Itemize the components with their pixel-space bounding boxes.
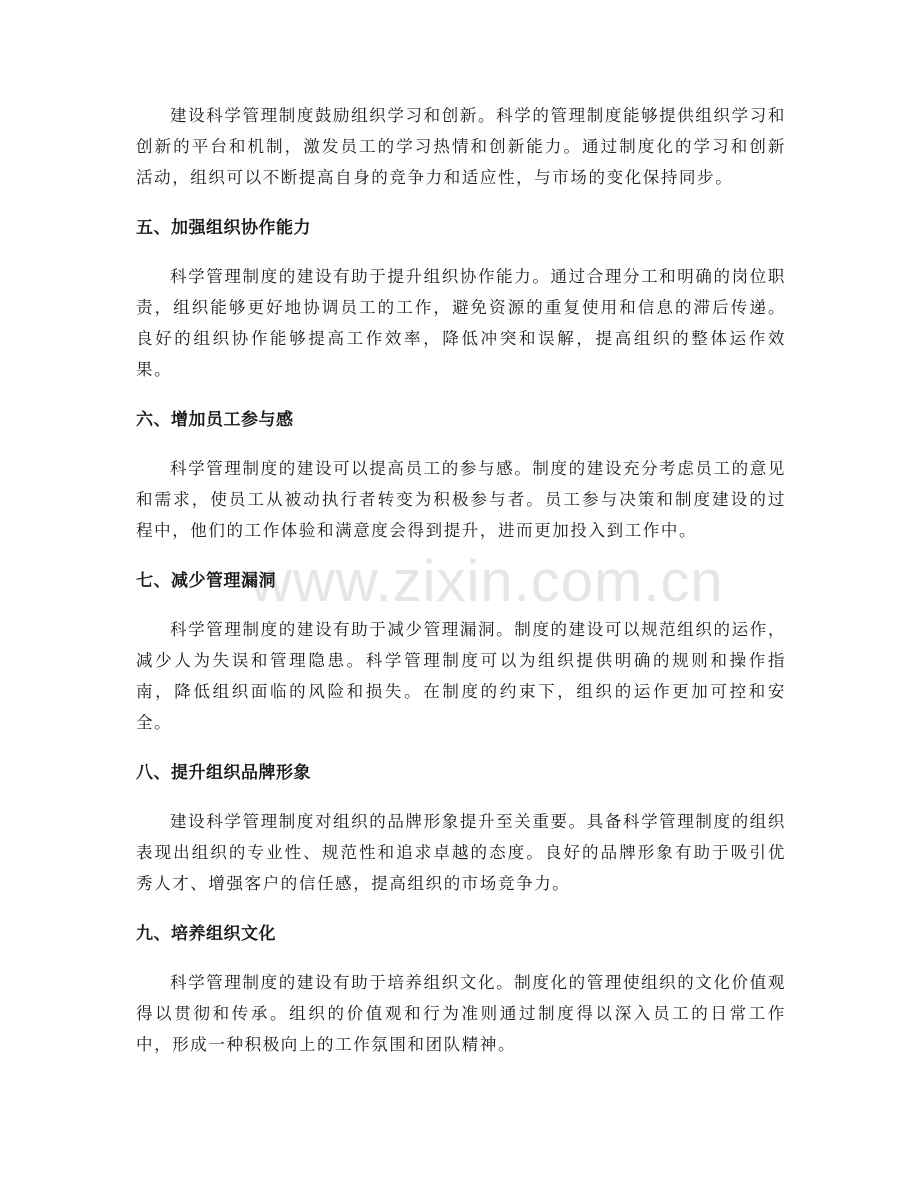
section-body-8: 建设科学管理制度对组织的品牌形象提升至关重要。具备科学管理制度的组织表现出组织的专业性、规范性和追求卓越的态度。良好的品牌形象有助于吸引优秀人才、增强客户的信任感，提高组织的市场竞争力。	[136, 812, 786, 893]
section-heading-8: 八、提升组织品牌形象	[136, 763, 311, 783]
section-body-6: 科学管理制度的建设可以提高员工的参与感。制度的建设充分考虑员工的意见和需求，使员工从被动执行者转变为积极参与者。员工参与决策和制度建设的过程中，他们的工作体验和满意度会得到提升，进而更加投入到工作中。	[136, 459, 786, 540]
section-body-7: 科学管理制度的建设有助于减少管理漏洞。制度的建设可以规范组织的运作，减少人为失误和管理隐患。科学管理制度可以为组织提供明确的规则和操作指南，降低组织面临的风险和损失。在制度的约束下，组织的运作更加可控和安全。	[136, 620, 786, 732]
watermark-text: www.zixin.com.cn	[250, 549, 724, 614]
section-heading-5: 五、加强组织协作能力	[136, 218, 311, 238]
section-body-5: 科学管理制度的建设有助于提升组织协作能力。通过合理分工和明确的岗位职责，组织能够更好地协调员工的工作，避免资源的重复使用和信息的滞后传递。良好的组织协作能够提高工作效率，降低冲突和误解，提高组织的整体运作效果。	[136, 267, 786, 379]
section-heading-9: 九、培养组织文化	[136, 924, 276, 944]
section-body-9: 科学管理制度的建设有助于培养组织文化。制度化的管理使组织的文化价值观得以贯彻和传承。组织的价值观和行为准则通过制度得以深入员工的日常工作中，形成一种积极向上的工作氛围和团队精神。	[136, 973, 786, 1054]
document-body	[136, 100, 786, 1060]
section-heading-6: 六、增加员工参与感	[136, 410, 294, 430]
section-heading-7: 七、减少管理漏洞	[136, 571, 276, 591]
intro-paragraph: 建设科学管理制度鼓励组织学习和创新。科学的管理制度能够提供组织学习和创新的平台和机制，激发员工的学习热情和创新能力。通过制度化的学习和创新活动，组织可以不断提高自身的竞争力和适应性，与市场的变化保持同步。	[136, 106, 786, 187]
